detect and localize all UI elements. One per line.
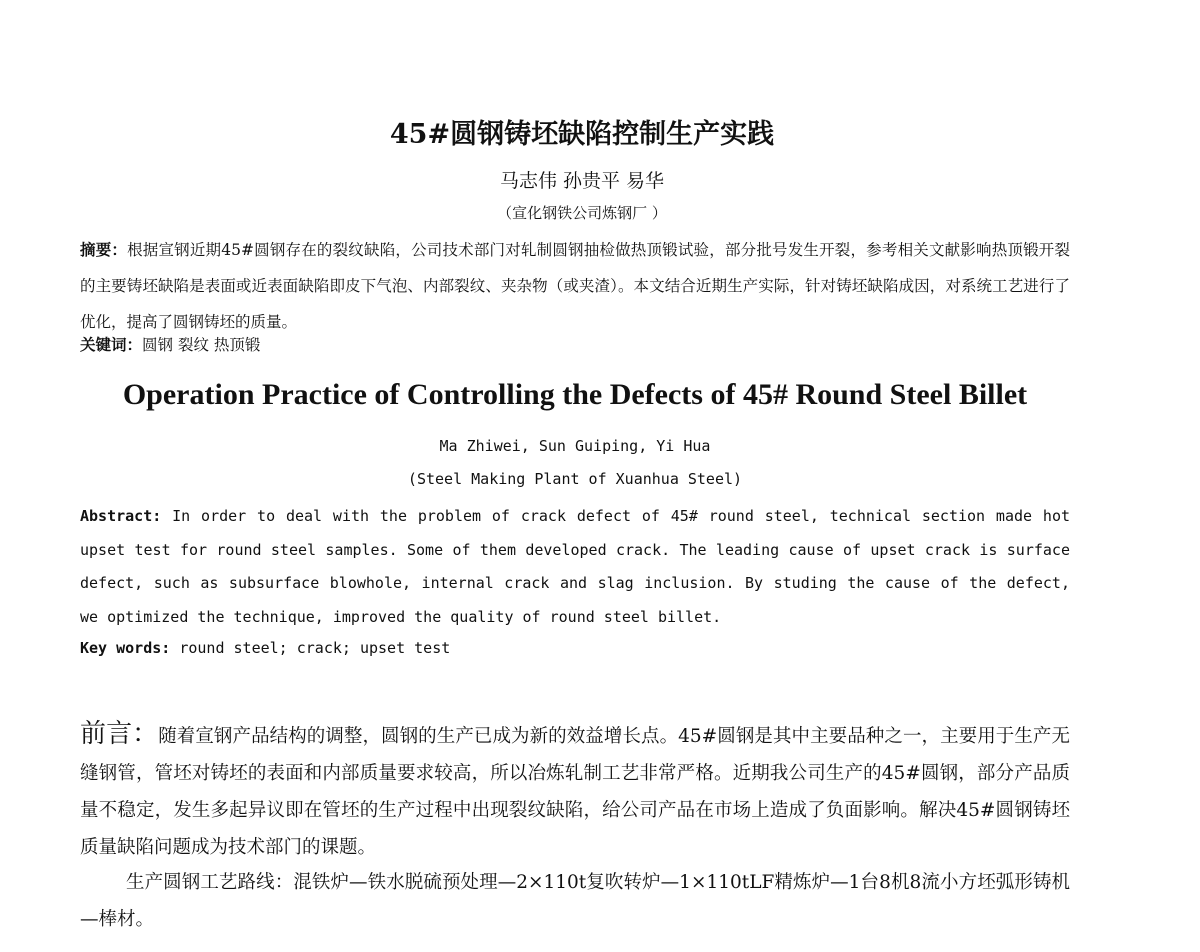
- english-abstract-label: Abstract:: [80, 507, 162, 525]
- chinese-abstract: [80, 232, 1070, 340]
- chinese-authors: 马志伟 孙贵平 易华: [499, 170, 665, 192]
- chinese-abstract-label: 摘要：: [80, 240, 128, 259]
- chinese-affiliation: （宣化钢铁公司炼钢厂 ）: [497, 204, 667, 222]
- english-keywords-label: Key words:: [80, 639, 171, 657]
- english-abstract: [80, 500, 1070, 634]
- chinese-keywords-text: 圆钢 裂纹 热顶锻: [142, 336, 261, 354]
- introduction-heading: 前言：: [80, 719, 159, 749]
- chinese-title: 45#圆钢铸坯缺陷控制生产实践: [389, 119, 775, 150]
- english-keywords: [80, 634, 1070, 662]
- chinese-abstract-text: 根据宣钢近期45#圆钢存在的裂纹缺陷，公司技术部门对轧制圆钢抽检做热顶锻试验，部分批号发生开裂，参考相关文献影响热顶锻开裂的主要铸坯缺陷是表面或近表面缺陷即皮下气泡、内部裂纹、夹杂物（或夹渣）。本文结合近期生产实际，针对铸坯缺陷成因，对系统工艺进行了优化，提高了圆钢铸坯的质量。: [80, 241, 1070, 331]
- chinese-keywords-label: 关键词：: [80, 335, 143, 354]
- process-route-paragraph: 生产圆钢工艺路线：混铁炉—铁水脱硫预处理—2×110t复吹转炉—1×110tLF精炼炉—1台8机8流小方坯弧形铸机—棒材。: [80, 872, 1070, 930]
- introduction-paragraph: [80, 716, 1070, 866]
- english-keywords-text: round steel; crack; upset test: [170, 639, 451, 657]
- chinese-keywords: [80, 331, 1070, 359]
- english-affiliation: (Steel Making Plant of Xuanhua Steel): [407, 470, 743, 488]
- english-title: Operation Practice of Controlling the Defects of 45# Round Steel Billet: [122, 378, 1028, 411]
- english-authors: Ma Zhiwei, Sun Guiping, Yi Hua: [439, 437, 711, 455]
- english-abstract-text: In order to deal with the problem of crack defect of 45# round steel, technical section made hot upset test for round steel samples. Some of them developed crack. The leading cause of upset crack is surface defect, such as subsurface blowhole, internal crack and slag inclusion. By studing the cause of the defect, we optimized the technique, improved the quality of round steel billet.: [80, 507, 1070, 626]
- introduction-text: 随着宣钢产品结构的调整，圆钢的生产已成为新的效益增长点。45#圆钢是其中主要品种之一，主要用于生产无缝钢管，管坯对铸坯的表面和内部质量要求较高，所以冶炼轧制工艺非常严格。近期我公司生产的45#圆钢，部分产品质量不稳定，发生多起异议即在管坯的生产过程中出现裂纹缺陷，给公司产品在市场上造成了负面影响。解决45#圆钢铸坯质量缺陷问题成为技术部门的课题。: [80, 726, 1070, 858]
